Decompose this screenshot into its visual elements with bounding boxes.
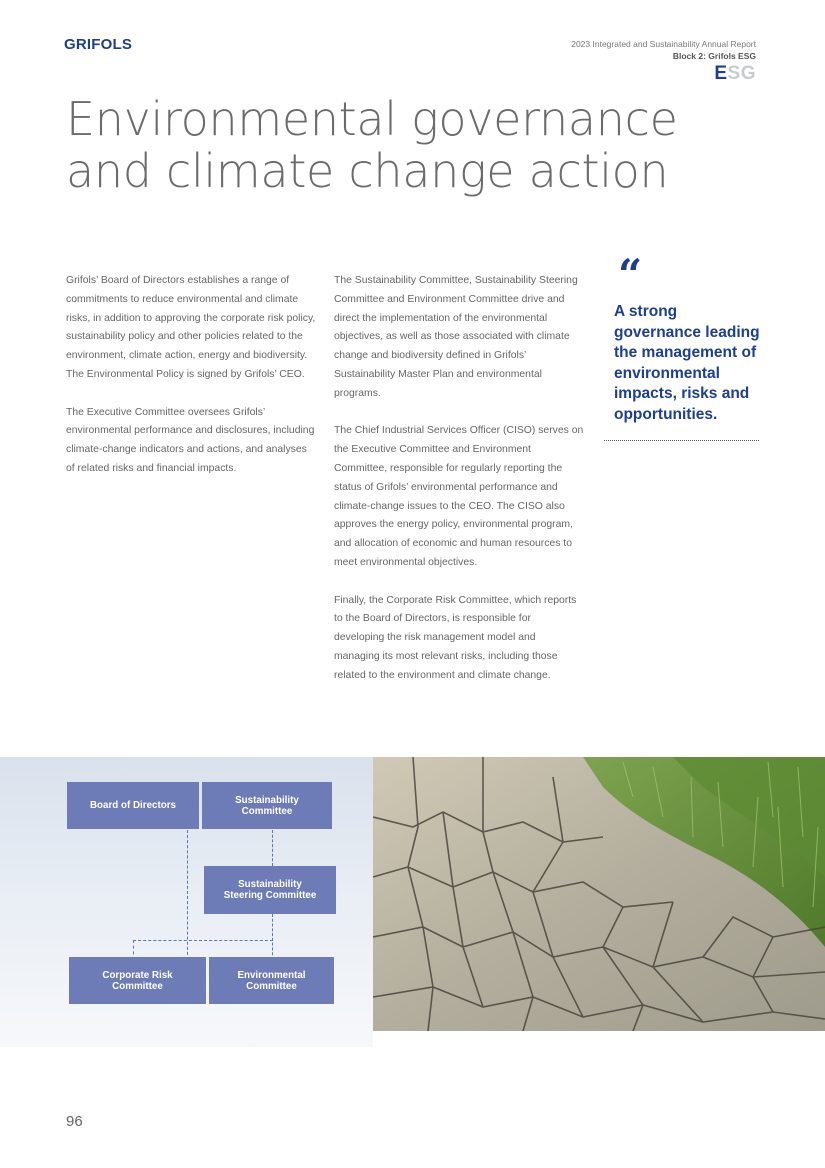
governance-org-chart — [0, 757, 373, 1047]
block-label: Block 2: Grifols ESG — [672, 51, 756, 61]
esg-e-letter: E — [714, 63, 728, 84]
steering-committee-box — [204, 866, 336, 914]
paragraph: The Executive Committee oversees Grifols’ environmental performance and disclosures, including climate-change indicators and actions, and analyses of related risks and financial impacts. — [66, 406, 315, 474]
connector-horizontal — [133, 940, 273, 941]
body-column-left — [66, 272, 316, 498]
risk-label-line2: Committee — [112, 980, 163, 992]
paragraph: The Chief Industrial Services Officer (CISO) serves on the Executive Committee and Environment Committee, responsible for regularly reporting the status of Grifols’ environmental performance and climate-change issues to the CEO. The CISO also approves the energy policy, environmental program, and allocation of economic and human resources to meet environmental objectives. — [334, 425, 584, 568]
connector-sustainability-down — [272, 830, 273, 866]
cracked-earth-photo — [373, 757, 825, 1031]
body-column-middle — [334, 272, 584, 704]
page-number: 96 — [66, 1113, 83, 1130]
steering-label-line2: Steering Committee — [223, 890, 317, 901]
report-header — [571, 38, 756, 62]
corporate-risk-committee-box — [69, 957, 206, 1004]
pull-quote: A strong governance leading the management of environmental impacts, risks and opportunities. — [614, 303, 760, 423]
page-title — [66, 93, 766, 197]
esg-section-marker — [714, 63, 756, 85]
report-title: 2023 Integrated and Sustainability Annual Report — [571, 39, 756, 49]
esg-sg-letters: SG — [727, 63, 756, 84]
environmental-label-line1: Environmental — [237, 969, 306, 981]
steering-label-line1: Sustainability — [238, 879, 302, 890]
board-of-directors-box — [67, 782, 199, 829]
sustainability-label-line2: Committee — [241, 805, 293, 817]
sustainability-committee-box — [202, 782, 332, 829]
paragraph: The Sustainability Committee, Sustainability Steering Committee and Environment Committee drive and direct the implementation of the environmental objectives, as well as those associated with climate change and biodiversity defined in Grifols’ Sustainability Master Plan and environmental programs. — [334, 275, 578, 399]
connector-steering-down — [272, 914, 273, 960]
environmental-committee-box — [209, 957, 334, 1004]
grifols-logo: GRIFOLS — [64, 36, 133, 53]
page-title-line-2: and climate change action — [66, 144, 669, 198]
paragraph: Finally, the Corporate Risk Committee, which reports to the Board of Directors, is responsible for developing the risk management model and managing its most relevant risks, including those related to the environment and climate change. — [334, 594, 577, 681]
cracked-earth-illustration — [373, 757, 825, 1031]
board-label: Board of Directors — [89, 800, 176, 811]
sustainability-label-line1: Sustainability — [235, 794, 299, 806]
quote-mark-icon: “ — [618, 250, 643, 299]
paragraph: Grifols’ Board of Directors establishes a range of commitments to reduce environmental and climate risks, in addition to approving the corporate risk policy, sustainability policy and other policies related to the environment, climate action, energy and biodiversity. The Environmental Policy is signed by Grifols’ CEO. — [66, 275, 316, 380]
pull-quote-divider — [604, 440, 759, 441]
environmental-label-line2: Committee — [246, 980, 297, 992]
page-title-line-1: Environmental governance — [66, 92, 678, 146]
risk-label-line1: Corporate Risk — [102, 969, 173, 981]
